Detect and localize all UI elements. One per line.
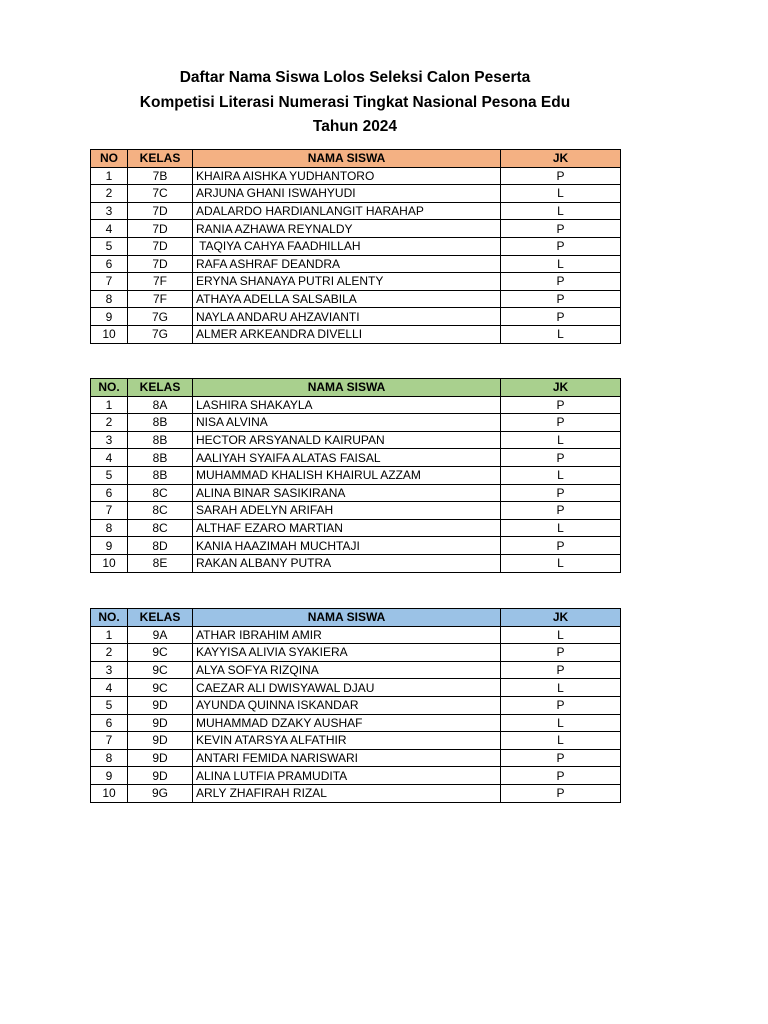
cell-kelas: 9A [128, 626, 193, 644]
column-header-no: NO. [91, 609, 128, 627]
cell-no: 6 [91, 255, 128, 273]
cell-jk: L [501, 732, 621, 750]
cell-jk: L [501, 255, 621, 273]
cell-nama-siswa: ADALARDO HARDIANLANGIT HARAHAP [193, 202, 501, 220]
cell-jk: L [501, 431, 621, 449]
cell-kelas: 8B [128, 449, 193, 467]
cell-jk: P [501, 749, 621, 767]
cell-nama-siswa: AYUNDA QUINNA ISKANDAR [193, 696, 501, 714]
cell-nama-siswa: ALINA LUTFIA PRAMUDITA [193, 767, 501, 785]
table-row [91, 626, 621, 644]
cell-no: 9 [91, 767, 128, 785]
cell-jk: P [501, 290, 621, 308]
cell-jk: L [501, 519, 621, 537]
table-row [91, 466, 621, 484]
cell-nama-siswa: HECTOR ARSYANALD KAIRUPAN [193, 431, 501, 449]
cell-nama-siswa: KEVIN ATARSYA ALFATHIR [193, 732, 501, 750]
cell-jk: P [501, 220, 621, 238]
cell-kelas: 7B [128, 167, 193, 185]
cell-nama-siswa: ERYNA SHANAYA PUTRI ALENTY [193, 273, 501, 291]
table-row [91, 185, 621, 203]
student-table-grade-8 [90, 378, 621, 573]
table-row [91, 255, 621, 273]
table-row [91, 290, 621, 308]
table-row [91, 644, 621, 662]
cell-no: 4 [91, 449, 128, 467]
cell-kelas: 7D [128, 220, 193, 238]
cell-kelas: 9D [128, 696, 193, 714]
cell-no: 5 [91, 466, 128, 484]
table-row [91, 661, 621, 679]
cell-nama-siswa: MUHAMMAD DZAKY AUSHAF [193, 714, 501, 732]
cell-jk: L [501, 554, 621, 572]
cell-nama-siswa: ALINA BINAR SASIKIRANA [193, 484, 501, 502]
cell-no: 1 [91, 626, 128, 644]
cell-nama-siswa: ATHAYA ADELLA SALSABILA [193, 290, 501, 308]
cell-jk: L [501, 466, 621, 484]
cell-jk: L [501, 185, 621, 203]
cell-jk: L [501, 679, 621, 697]
table-row [91, 484, 621, 502]
cell-no: 7 [91, 273, 128, 291]
student-table-grade-7 [90, 149, 621, 344]
table-row [91, 767, 621, 785]
cell-kelas: 7F [128, 273, 193, 291]
column-header-nama-siswa: NAMA SISWA [193, 150, 501, 168]
cell-jk: P [501, 237, 621, 255]
cell-jk: P [501, 644, 621, 662]
cell-jk: P [501, 167, 621, 185]
cell-nama-siswa: RAKAN ALBANY PUTRA [193, 554, 501, 572]
cell-kelas: 8C [128, 519, 193, 537]
cell-kelas: 9C [128, 644, 193, 662]
cell-nama-siswa: ALTHAF EZARO MARTIAN [193, 519, 501, 537]
cell-kelas: 9C [128, 679, 193, 697]
cell-kelas: 7D [128, 237, 193, 255]
cell-nama-siswa: ARLY ZHAFIRAH RIZAL [193, 784, 501, 802]
table-row [91, 414, 621, 432]
cell-kelas: 7D [128, 202, 193, 220]
table-row [91, 202, 621, 220]
cell-jk: P [501, 273, 621, 291]
cell-jk: P [501, 661, 621, 679]
table-row [91, 537, 621, 555]
student-table-grade-9 [90, 608, 621, 803]
cell-no: 7 [91, 732, 128, 750]
cell-kelas: 9D [128, 767, 193, 785]
cell-nama-siswa: NISA ALVINA [193, 414, 501, 432]
table-row [91, 220, 621, 238]
table-header-row [91, 379, 621, 397]
cell-no: 4 [91, 679, 128, 697]
cell-no: 3 [91, 661, 128, 679]
cell-kelas: 9D [128, 732, 193, 750]
cell-kelas: 9D [128, 714, 193, 732]
cell-jk: L [501, 714, 621, 732]
table-row [91, 431, 621, 449]
cell-jk: P [501, 767, 621, 785]
cell-kelas: 8C [128, 484, 193, 502]
table-row [91, 237, 621, 255]
table-row [91, 519, 621, 537]
cell-no: 2 [91, 414, 128, 432]
table-header-row [91, 150, 621, 168]
table-row [91, 502, 621, 520]
cell-kelas: 9G [128, 784, 193, 802]
cell-no: 8 [91, 290, 128, 308]
cell-nama-siswa: ARJUNA GHANI ISWAHYUDI [193, 185, 501, 203]
cell-jk: P [501, 449, 621, 467]
cell-jk: P [501, 784, 621, 802]
cell-no: 6 [91, 484, 128, 502]
cell-nama-siswa: KHAIRA AISHKA YUDHANTORO [193, 167, 501, 185]
title-line-2: Kompetisi Literasi Numerasi Tingkat Nasional Pesona Edu [139, 93, 571, 111]
cell-nama-siswa: ANTARI FEMIDA NARISWARI [193, 749, 501, 767]
cell-no: 2 [91, 185, 128, 203]
cell-no: 1 [91, 167, 128, 185]
title-line-1: Daftar Nama Siswa Lolos Seleksi Calon Peserta [179, 69, 531, 86]
cell-no: 8 [91, 749, 128, 767]
table-row [91, 325, 621, 343]
cell-nama-siswa: KAYYISA ALIVIA SYAKIERA [193, 644, 501, 662]
column-header-jk: JK [501, 150, 621, 168]
column-header-kelas: KELAS [128, 609, 193, 627]
column-header-no: NO. [91, 379, 128, 397]
cell-no: 3 [91, 202, 128, 220]
column-header-nama-siswa: NAMA SISWA [193, 379, 501, 397]
cell-kelas: 8D [128, 537, 193, 555]
cell-kelas: 7D [128, 255, 193, 273]
cell-nama-siswa: SARAH ADELYN ARIFAH [193, 502, 501, 520]
cell-nama-siswa: ALMER ARKEANDRA DIVELLI [193, 325, 501, 343]
cell-kelas: 8C [128, 502, 193, 520]
cell-jk: L [501, 325, 621, 343]
cell-kelas: 8E [128, 554, 193, 572]
cell-no: 10 [91, 784, 128, 802]
cell-jk: P [501, 502, 621, 520]
cell-nama-siswa: MUHAMMAD KHALISH KHAIRUL AZZAM [193, 466, 501, 484]
table-row [91, 396, 621, 414]
document-title [90, 66, 620, 140]
cell-no: 8 [91, 519, 128, 537]
cell-nama-siswa: RANIA AZHAWA REYNALDY [193, 220, 501, 238]
cell-jk: P [501, 396, 621, 414]
table-row [91, 308, 621, 326]
cell-nama-siswa: LASHIRA SHAKAYLA [193, 396, 501, 414]
cell-no: 1 [91, 396, 128, 414]
cell-jk: P [501, 484, 621, 502]
cell-nama-siswa: ALYA SOFYA RIZQINA [193, 661, 501, 679]
cell-kelas: 7C [128, 185, 193, 203]
cell-jk: L [501, 626, 621, 644]
cell-jk: P [501, 696, 621, 714]
cell-no: 10 [91, 554, 128, 572]
cell-nama-siswa: AALIYAH SYAIFA ALATAS FAISAL [193, 449, 501, 467]
table-row [91, 679, 621, 697]
title-line-3: Tahun 2024 [312, 118, 398, 135]
table-header-row [91, 609, 621, 627]
table-row [91, 749, 621, 767]
cell-jk: P [501, 308, 621, 326]
cell-kelas: 8B [128, 431, 193, 449]
cell-jk: P [501, 537, 621, 555]
cell-kelas: 9D [128, 749, 193, 767]
table-row [91, 273, 621, 291]
cell-no: 2 [91, 644, 128, 662]
cell-nama-siswa: CAEZAR ALI DWISYAWAL DJAU [193, 679, 501, 697]
cell-no: 6 [91, 714, 128, 732]
cell-no: 5 [91, 237, 128, 255]
table-row [91, 784, 621, 802]
cell-no: 3 [91, 431, 128, 449]
table-row [91, 732, 621, 750]
cell-nama-siswa: RAFA ASHRAF DEANDRA [193, 255, 501, 273]
table-row [91, 696, 621, 714]
column-header-kelas: KELAS [128, 150, 193, 168]
cell-kelas: 7G [128, 308, 193, 326]
column-header-no: NO [91, 150, 128, 168]
cell-no: 5 [91, 696, 128, 714]
cell-kelas: 7G [128, 325, 193, 343]
table-row [91, 167, 621, 185]
cell-jk: L [501, 202, 621, 220]
cell-no: 10 [91, 325, 128, 343]
cell-jk: P [501, 414, 621, 432]
cell-no: 9 [91, 308, 128, 326]
cell-kelas: 7F [128, 290, 193, 308]
cell-nama-siswa: NAYLA ANDARU AHZAVIANTI [193, 308, 501, 326]
cell-nama-siswa: TAQIYA CAHYA FAADHILLAH [193, 237, 501, 255]
cell-no: 9 [91, 537, 128, 555]
column-header-jk: JK [501, 609, 621, 627]
cell-kelas: 8B [128, 414, 193, 432]
cell-no: 4 [91, 220, 128, 238]
table-row [91, 449, 621, 467]
column-header-jk: JK [501, 379, 621, 397]
cell-no: 7 [91, 502, 128, 520]
cell-nama-siswa: KANIA HAAZIMAH MUCHTAJI [193, 537, 501, 555]
table-row [91, 714, 621, 732]
column-header-kelas: KELAS [128, 379, 193, 397]
cell-kelas: 8A [128, 396, 193, 414]
cell-kelas: 9C [128, 661, 193, 679]
cell-kelas: 8B [128, 466, 193, 484]
column-header-nama-siswa: NAMA SISWA [193, 609, 501, 627]
table-row [91, 554, 621, 572]
cell-nama-siswa: ATHAR IBRAHIM AMIR [193, 626, 501, 644]
